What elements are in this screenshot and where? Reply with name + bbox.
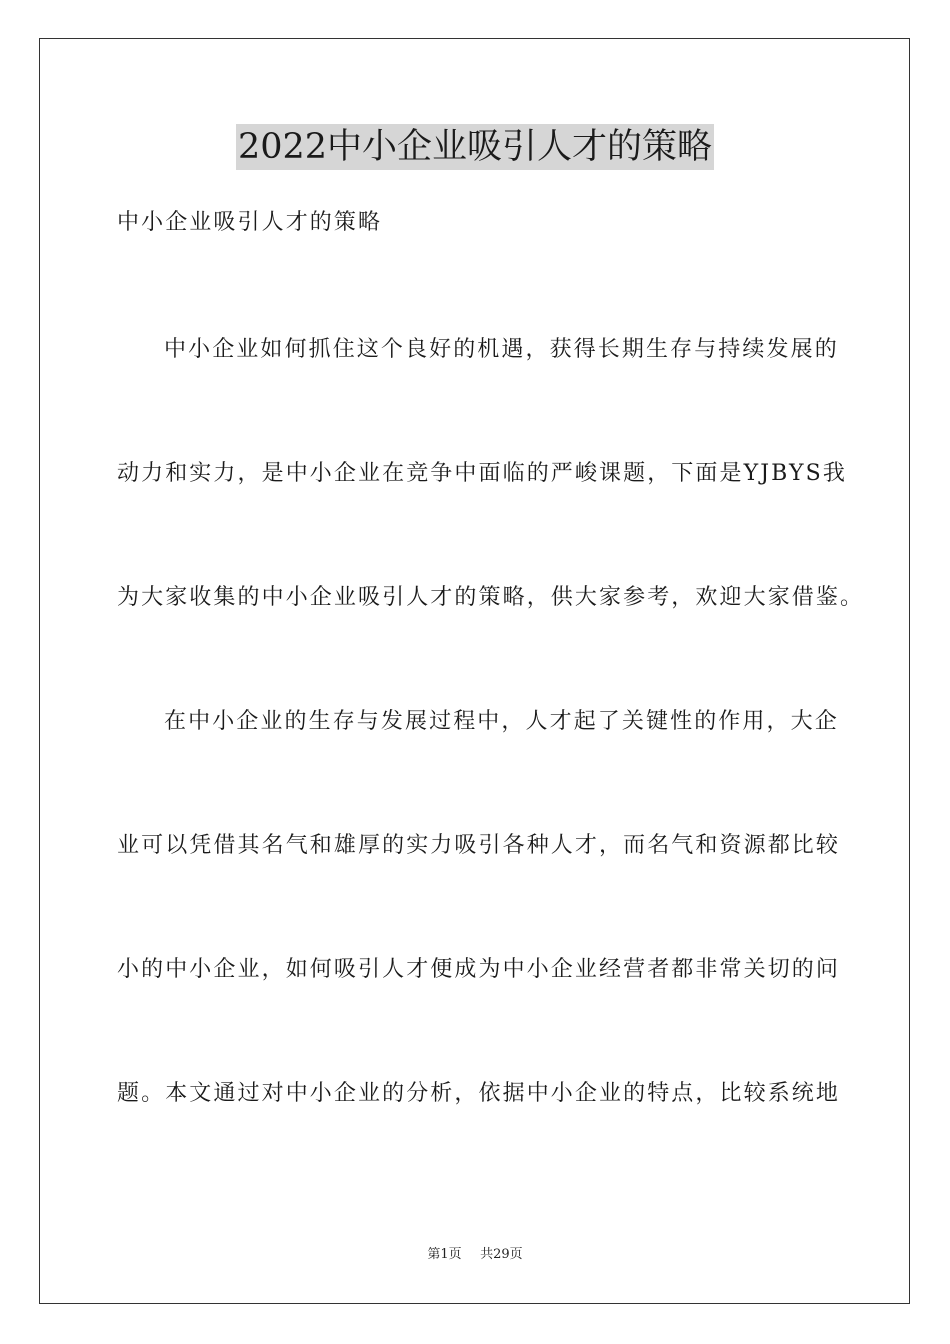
document-subtitle: 中小企业吸引人才的策略 bbox=[117, 210, 383, 235]
paragraph-line-7: 题。本文通过对中小企业的分析，依据中小企业的特点，比较系统地 bbox=[117, 1081, 841, 1106]
page-total: 共29页 bbox=[480, 1247, 523, 1262]
document-title-text: 2022中小企业吸引人才的策略 bbox=[236, 124, 714, 170]
page-number: 第1页 bbox=[427, 1247, 462, 1262]
document-title bbox=[0, 124, 950, 170]
paragraph-line-4: 在中小企业的生存与发展过程中，人才起了关键性的作用，大企 bbox=[164, 709, 839, 734]
page-footer bbox=[0, 1246, 950, 1264]
paragraph-line-3: 为大家收集的中小企业吸引人才的策略，供大家参考，欢迎大家借鉴。 bbox=[117, 585, 865, 610]
paragraph-line-1: 中小企业如何抓住这个良好的机遇，获得长期生存与持续发展的 bbox=[164, 337, 839, 362]
paragraph-line-6: 小的中小企业，如何吸引人才便成为中小企业经营者都非常关切的问 bbox=[117, 957, 841, 982]
paragraph-line-5: 业可以凭借其名气和雄厚的实力吸引各种人才，而名气和资源都比较 bbox=[117, 833, 841, 858]
paragraph-line-2: 动力和实力，是中小企业在竞争中面临的严峻课题，下面是YJBYS我 bbox=[117, 461, 847, 486]
